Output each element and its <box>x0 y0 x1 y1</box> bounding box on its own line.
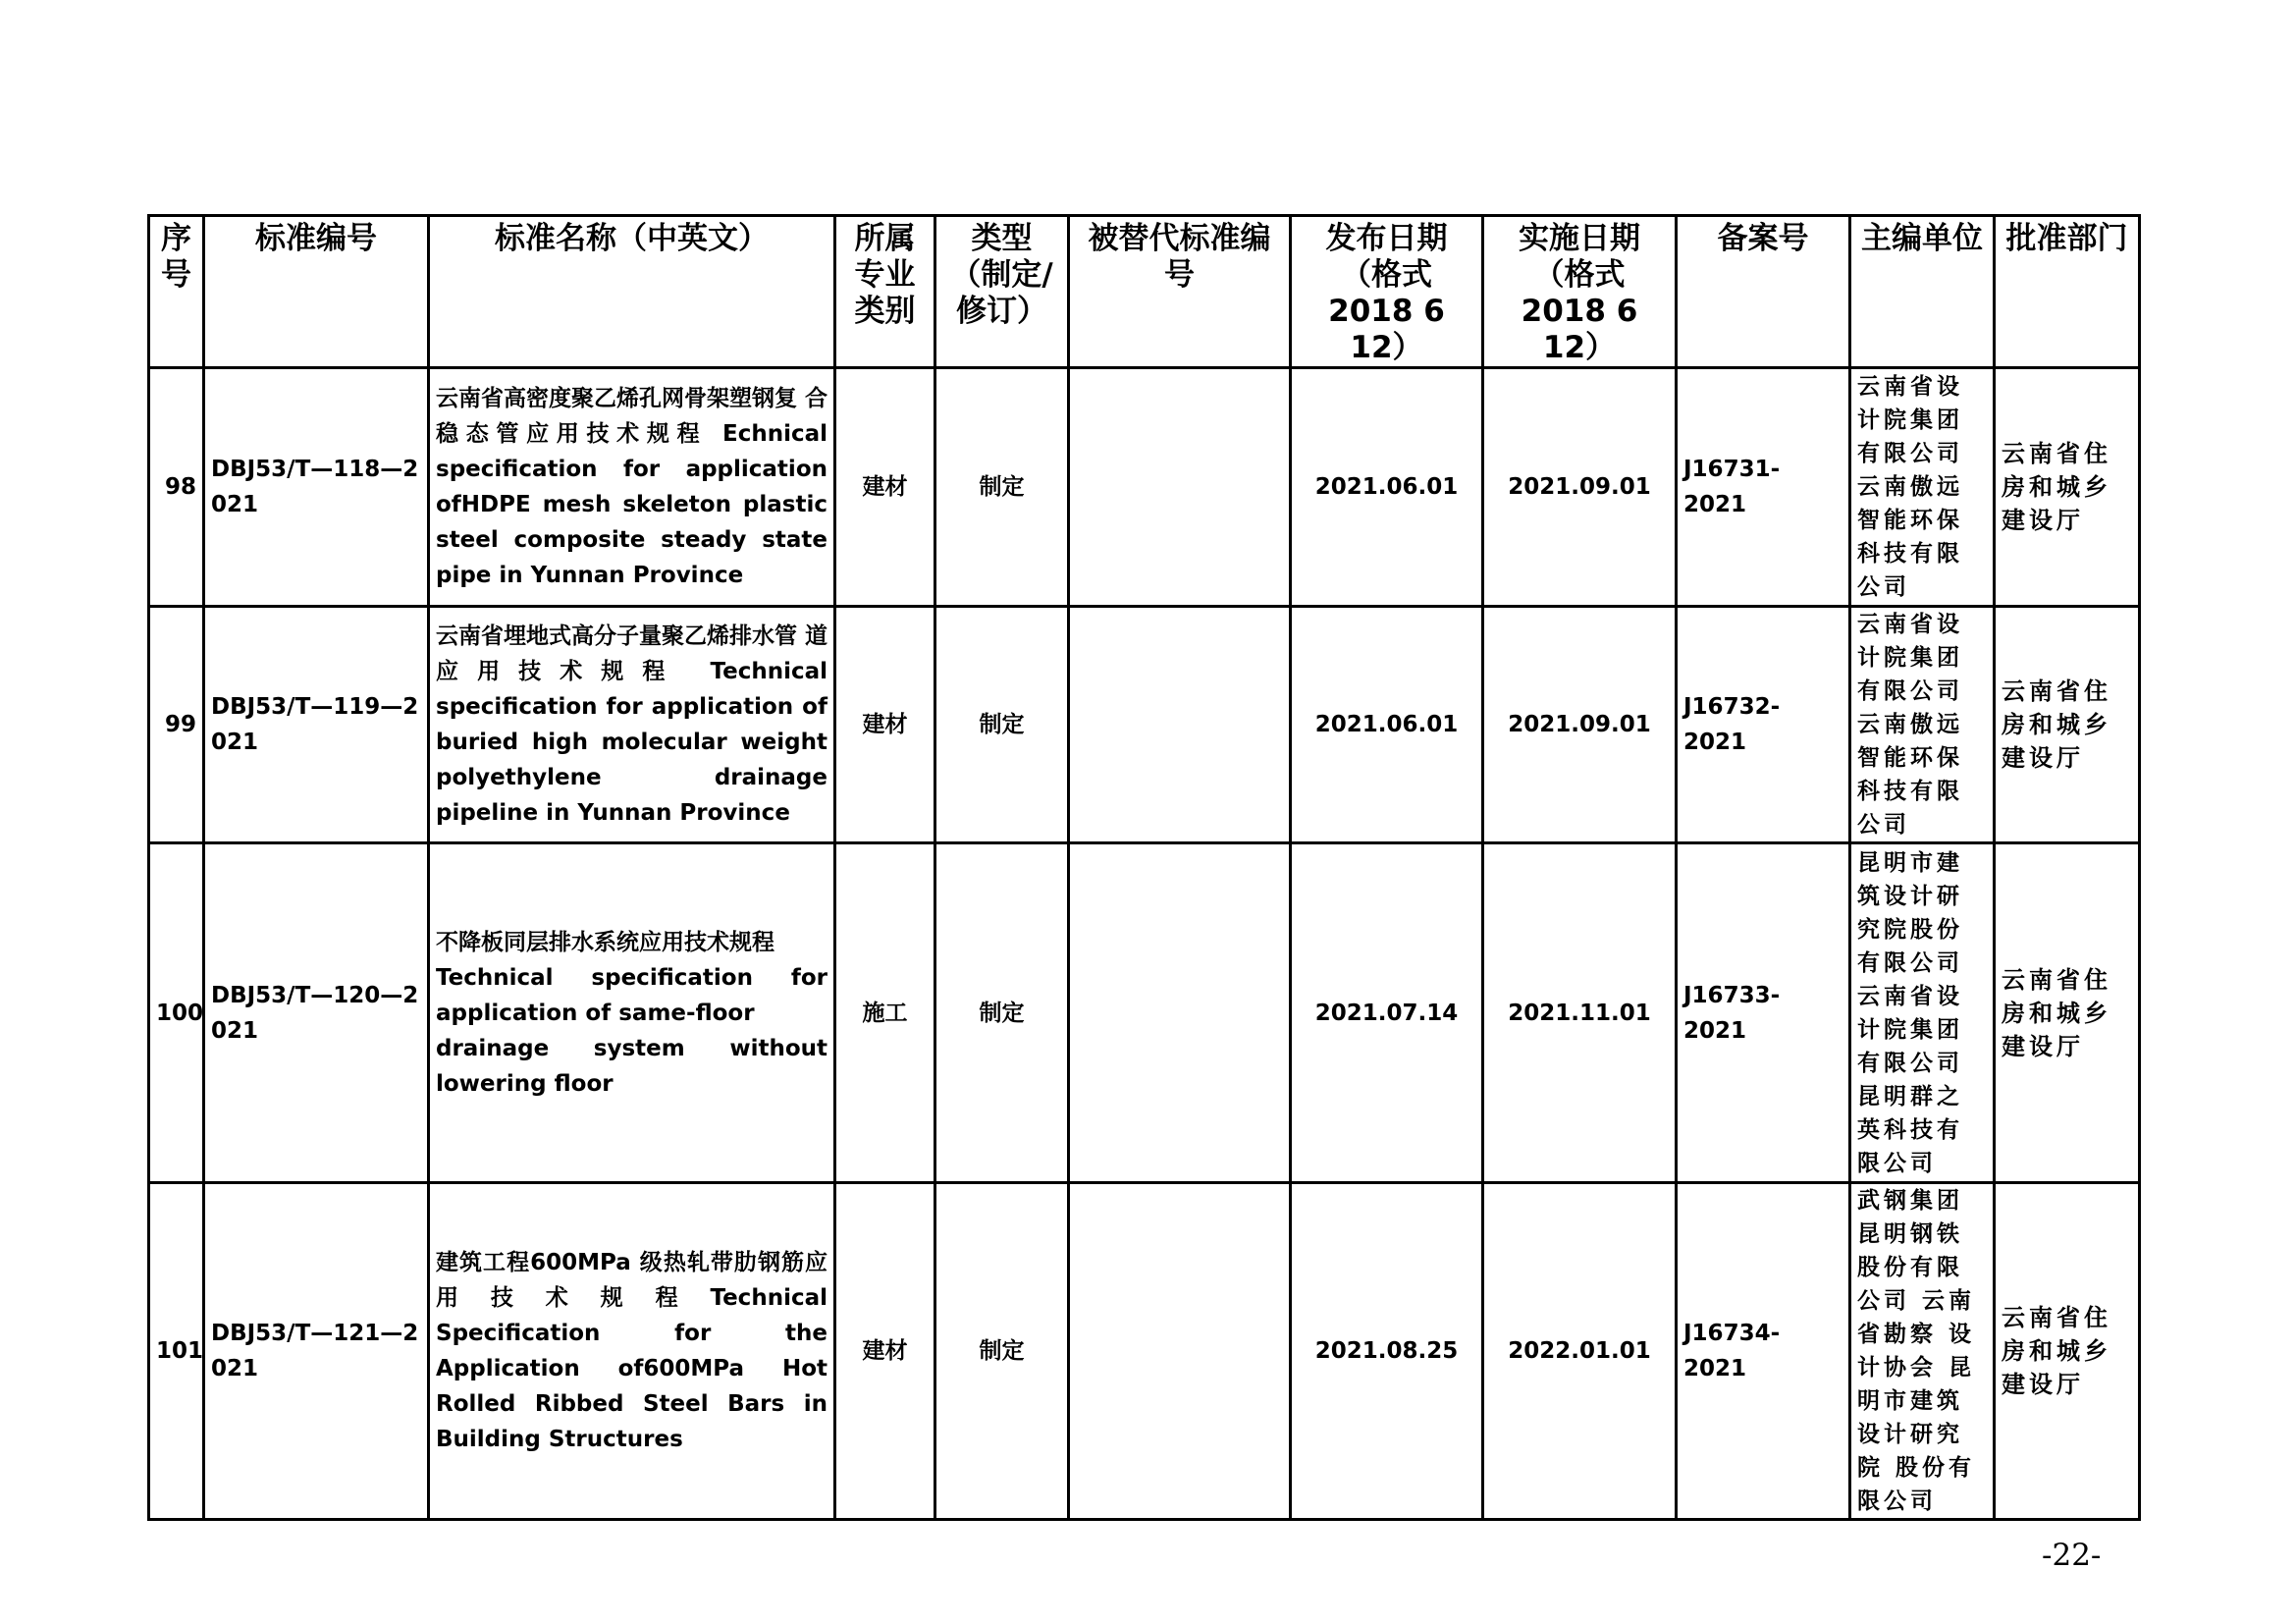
cell-type: 制定 <box>935 1183 1069 1520</box>
cell-type: 制定 <box>935 607 1069 843</box>
cell-replaced-standard <box>1069 1183 1291 1520</box>
cell-implement-date: 2022.01.01 <box>1483 1183 1677 1520</box>
cell-record-number: J16732-2021 <box>1677 607 1850 843</box>
chief-unit-entry: 昆明群之英科技有限公司 <box>1857 1083 1963 1176</box>
cell-record-number: J16733-2021 <box>1677 843 1850 1183</box>
cell-standard-name <box>429 843 835 1183</box>
standard-name-line: 不降板同层排水系统应用技术规程 <box>436 929 774 955</box>
cell-standard-name: 建筑工程600MPa 级热轧带肋钢筋应 用技术规程Technical Specification for the Application of600MPa Hot Rolled Ribbed Steel Bars in Building Structures <box>429 1183 835 1520</box>
cell-approval-dept: 云南省住房和城乡建设厅 <box>1995 843 2140 1183</box>
cell-standard-name: 云南省高密度聚乙烯孔网骨架塑钢复 合稳态管应用技术规程 Echnical specification for application ofHDPE mesh skeleton plastic steel composite steady state pipe in Yunnan Province <box>429 368 835 607</box>
chief-unit-entry: 云南傲远智能环保科技有限公司 <box>1857 712 1963 838</box>
cell-publish-date: 2021.06.01 <box>1291 368 1483 607</box>
cell-replaced-standard <box>1069 607 1291 843</box>
cell-publish-date: 2021.06.01 <box>1291 607 1483 843</box>
header-seq: 序号 <box>149 216 204 368</box>
cell-chief-unit <box>1850 843 1995 1183</box>
chief-unit-entry: 武钢集团昆明钢铁股份有限公司 云南省勘察 设计协会 昆明市建筑 设计研究院 股份有限公司 <box>1857 1188 1976 1514</box>
cell-chief-unit <box>1850 368 1995 607</box>
header-category: 所属专业类别 <box>835 216 935 368</box>
cell-category: 建材 <box>835 607 935 843</box>
cell-publish-date: 2021.07.14 <box>1291 843 1483 1183</box>
cell-category: 施工 <box>835 843 935 1183</box>
cell-replaced-standard <box>1069 368 1291 607</box>
standard-name-line: drainage system without lowering floor <box>436 1035 828 1097</box>
cell-category: 建材 <box>835 368 935 607</box>
cell-seq: 99 <box>149 607 204 843</box>
header-chief-unit: 主编单位 <box>1850 216 1995 368</box>
table-row <box>149 607 2140 843</box>
cell-standard-number: DBJ53/T—118—2021 <box>204 368 429 607</box>
standards-table <box>147 214 2141 1521</box>
cell-replaced-standard <box>1069 843 1291 1183</box>
cell-record-number: J16734-2021 <box>1677 1183 1850 1520</box>
chief-unit-entry: 云南省设计院集团有限公司 <box>1857 612 1963 704</box>
header-type: 类型（制定/修订） <box>935 216 1069 368</box>
cell-seq: 101 <box>149 1183 204 1520</box>
chief-unit-entry: 云南傲远智能环保科技有限公司 <box>1857 474 1963 600</box>
chief-unit-entry: 云南省设计院集团有限公司 <box>1857 374 1963 466</box>
cell-type: 制定 <box>935 368 1069 607</box>
standard-name-line: Technical specification for application of same-floor <box>436 964 828 1026</box>
page-number: -22- <box>2042 1538 2102 1573</box>
chief-unit-entry: 昆明市建筑设计研究院股份有限公司 <box>1857 849 1963 976</box>
header-replaced-standard: 被替代标准编号 <box>1069 216 1291 368</box>
table-row <box>149 1183 2140 1520</box>
header-approval-dept: 批准部门 <box>1995 216 2140 368</box>
cell-approval-dept: 云南省住房和城乡建设厅 <box>1995 368 2140 607</box>
cell-implement-date: 2021.11.01 <box>1483 843 1677 1183</box>
table-row <box>149 368 2140 607</box>
cell-chief-unit <box>1850 607 1995 843</box>
header-standard-name: 标准名称（中英文） <box>429 216 835 368</box>
cell-seq: 98 <box>149 368 204 607</box>
header-publish-date: 发布日期（格式 2018 6 12） <box>1291 216 1483 368</box>
cell-implement-date: 2021.09.01 <box>1483 607 1677 843</box>
cell-record-number: J16731-2021 <box>1677 368 1850 607</box>
header-standard-number: 标准编号 <box>204 216 429 368</box>
cell-standard-name: 云南省埋地式高分子量聚乙烯排水管 道应用技术规程 Technical specification for application of buried high molecular weight polyethylene drainage pipeline in Yunnan Province <box>429 607 835 843</box>
cell-publish-date: 2021.08.25 <box>1291 1183 1483 1520</box>
cell-approval-dept: 云南省住房和城乡建设厅 <box>1995 607 2140 843</box>
cell-standard-number: DBJ53/T—121—2021 <box>204 1183 429 1520</box>
cell-standard-number: DBJ53/T—119—2021 <box>204 607 429 843</box>
cell-standard-number: DBJ53/T—120—2021 <box>204 843 429 1183</box>
cell-type: 制定 <box>935 843 1069 1183</box>
cell-seq: 100 <box>149 843 204 1183</box>
cell-implement-date: 2021.09.01 <box>1483 368 1677 607</box>
cell-approval-dept: 云南省住房和城乡建设厅 <box>1995 1183 2140 1520</box>
header-implement-date: 实施日期（格式 2018 6 12） <box>1483 216 1677 368</box>
table-row <box>149 843 2140 1183</box>
cell-chief-unit <box>1850 1183 1995 1520</box>
cell-category: 建材 <box>835 1183 935 1520</box>
header-record-number: 备案号 <box>1677 216 1850 368</box>
chief-unit-entry: 云南省设计院集团有限公司 <box>1857 983 1963 1076</box>
table-header-row <box>149 216 2140 368</box>
